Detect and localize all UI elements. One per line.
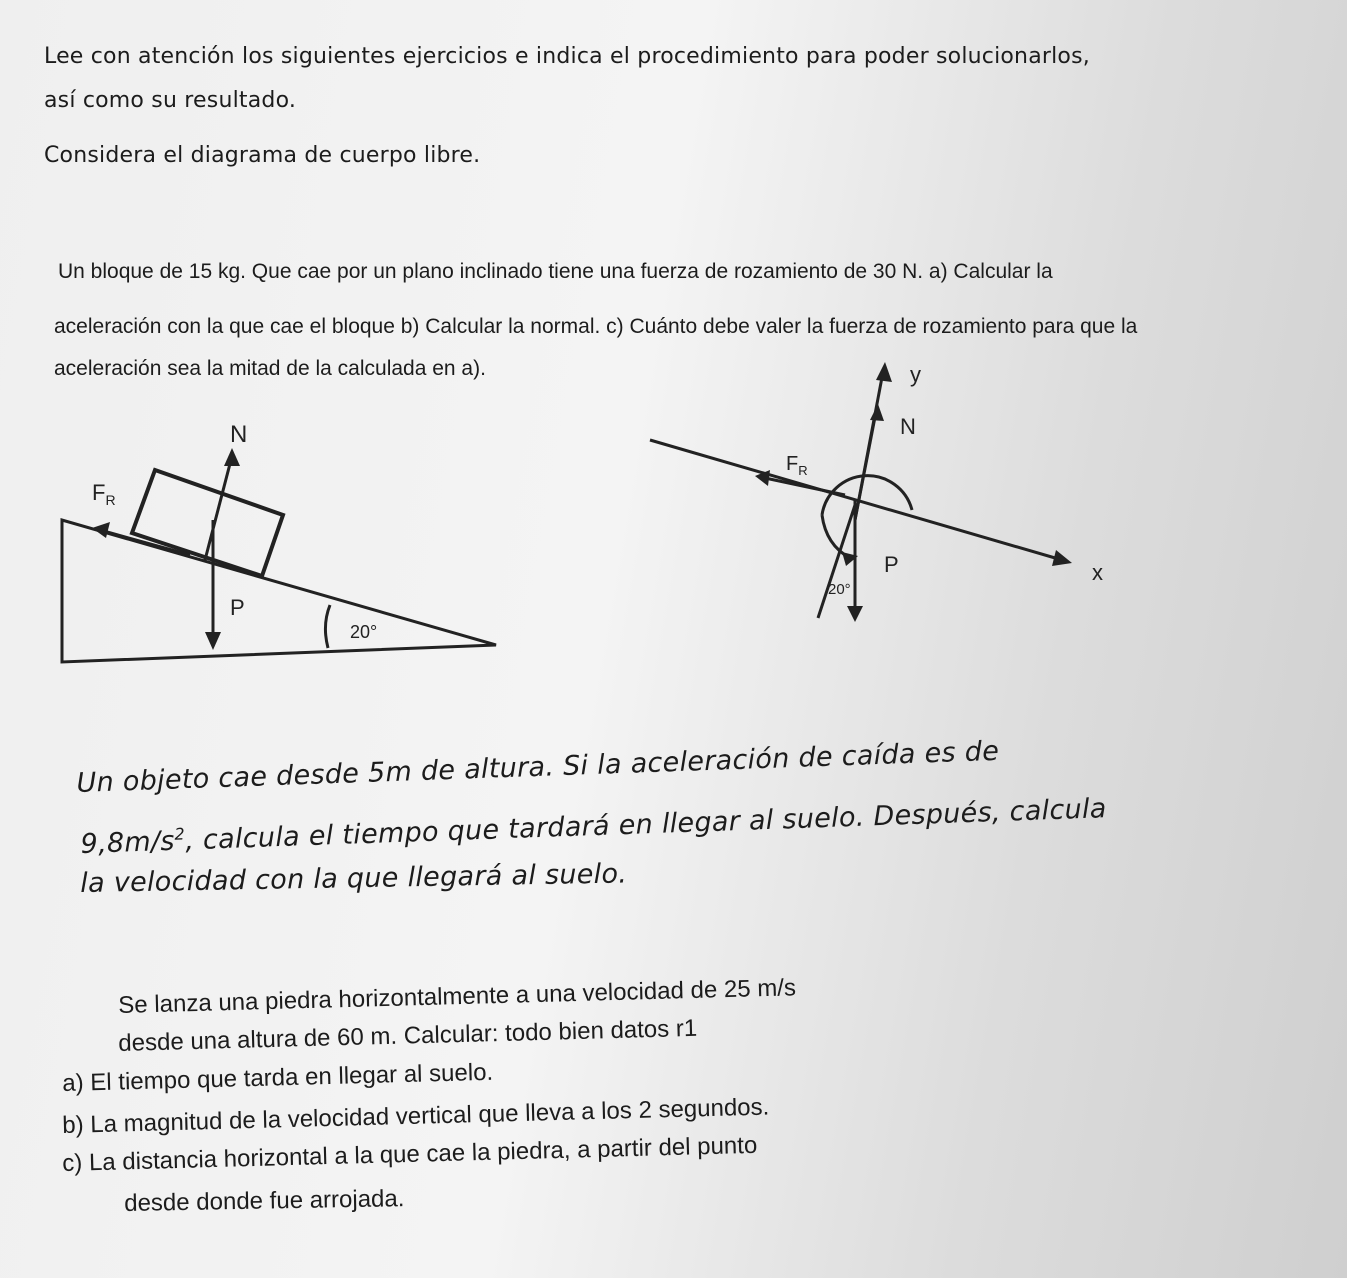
right-friction-label <box>786 453 808 478</box>
instructions-line-1: Lee con atención los siguientes ejercicios e indica el procedimiento para poder solucionarlos, <box>44 44 1090 69</box>
right-x-label: x <box>1092 560 1103 585</box>
problem1-line-2: aceleración con la que cae el bloque b) Calcular la normal. c) Cuánto debe valer la fuerza de rozamiento para que la <box>54 315 1138 338</box>
left-normal-label: N <box>230 421 248 448</box>
left-friction-letter: F <box>92 480 106 505</box>
fbd-normal-arrowhead <box>870 404 884 421</box>
problem2-line-2-rest: , calcula el tiempo que tardará en llegar al suelo. Después, calcula <box>184 793 1108 857</box>
left-friction-label <box>92 480 116 508</box>
problem3-line-2: desde una altura de 60 m. Calcular: todo bien datos r1 <box>118 1014 698 1057</box>
problem3-item-c-continued: desde donde fue arrojada. <box>124 1185 405 1217</box>
free-body-diagram-shapes <box>650 362 1072 622</box>
right-weight-label: P <box>884 552 899 577</box>
problem2-line-1: Un objeto cae desde 5m de altura. Si la aceleración de caída es de <box>76 735 1000 799</box>
fbd-weight-arrowhead <box>847 606 863 622</box>
problem2-line-3: la velocidad con la que llegará al suelo. <box>80 858 628 899</box>
problem3-item-b: b) La magnitud de la velocidad vertical que lleva a los 2 segundos. <box>62 1093 770 1139</box>
left-weight-label: P <box>230 595 245 620</box>
friction-arrow <box>100 530 190 555</box>
y-axis-arrowhead <box>876 362 892 382</box>
left-angle-label: 20° <box>350 622 378 642</box>
problem1-line-3: aceleración sea la mitad de la calculada en a). <box>54 357 486 380</box>
instructions-line-3: Considera el diagrama de cuerpo libre. <box>44 143 481 168</box>
acceleration-exponent: 2 <box>174 824 186 844</box>
x-axis-arrowhead <box>1052 550 1072 566</box>
incline-diagram-shapes <box>62 448 496 662</box>
angle-arc <box>325 605 330 648</box>
incline-plane <box>62 520 496 662</box>
fbd-friction-line <box>765 478 845 495</box>
problem3-item-a: a) El tiempo que tarda en llegar al suelo. <box>62 1058 494 1097</box>
right-friction-subscript: R <box>798 463 808 478</box>
problem1-line-1: Un bloque de 15 kg. Que cae por un plano inclinado tiene una fuerza de rozamiento de 30 N. a) Calcular la <box>58 260 1053 283</box>
right-friction-letter: F <box>786 453 799 475</box>
acceleration-value: 9,8m/s <box>80 825 176 860</box>
left-friction-subscript: R <box>105 492 116 508</box>
normal-arrowhead <box>224 448 240 466</box>
right-y-label: y <box>910 362 921 387</box>
problem3-line-1: Se lanza una piedra horizontalmente a una velocidad de 25 m/s <box>118 974 797 1019</box>
normal-arrow <box>205 456 232 560</box>
problem3-item-c: c) La distancia horizontal a la que cae la piedra, a partir del punto <box>62 1131 758 1177</box>
right-angle-label: 20° <box>828 581 851 598</box>
block <box>132 470 283 576</box>
instructions-line-2: así como su resultado. <box>44 88 297 113</box>
right-normal-label: N <box>900 414 916 439</box>
weight-arrowhead <box>205 632 221 650</box>
